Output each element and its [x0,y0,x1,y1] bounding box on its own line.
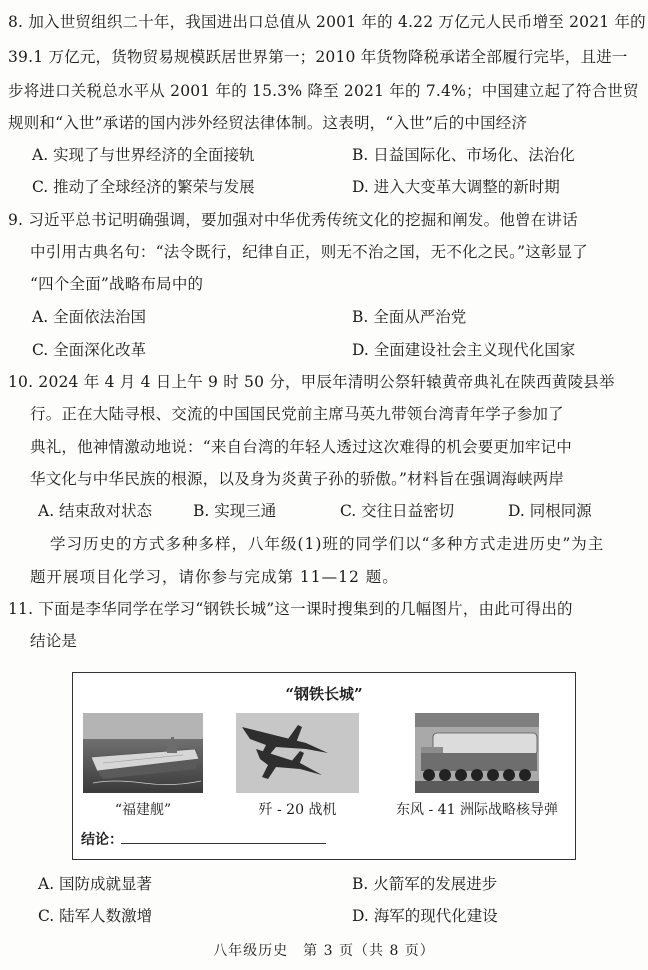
q8-stem-line-4: 规则和“入世”承诺的国内涉外经贸法律体制。这表明，“入世”后的中国经济 [8,114,528,132]
caption-fujian-carrier: “福建舰” [114,802,172,818]
q9-option-d[interactable]: D. 全面建设社会主义现代化国家 [352,341,576,359]
steel-great-wall-figure [72,672,576,860]
q11-stem-line-1: 11. 下面是李华同学在学习“钢铁长城”这一课时搜集到的几幅图片，由此可得出的 [8,600,573,618]
q10-stem-line-4: 华文化与中华民族的根源，以及身为炎黄子孙的骄傲。”材料旨在强调海峡两岸 [30,470,565,488]
q8-option-a[interactable]: A. 实现了与世界经济的全面接轨 [32,146,255,164]
q9-option-a[interactable]: A. 全面依法治国 [32,308,147,326]
page-footer: 八年级历史 第 3 页（共 8 页） [213,943,435,959]
q9-option-c[interactable]: C. 全面深化改革 [32,341,147,359]
caption-j20-fighter: 歼 - 20 战机 [258,802,337,818]
q10-stem-line-1: 10. 2024 年 4 月 4 日上午 9 时 50 分，甲辰年清明公祭轩辕黄帝典礼在陕西黄陵县举 [8,373,615,391]
j20-fighter-photo [236,713,359,793]
q11-option-a[interactable]: A. 国防成就显著 [38,875,153,893]
q11-option-d[interactable]: D. 海军的现代化建设 [352,907,498,925]
df41-missile-photo [415,713,539,793]
q9-stem-line-1: 9. 习近平总书记明确强调，要加强对中华优秀传统文化的挖掘和阐发。他曾在讲话 [8,211,578,229]
figure-title: “钢铁长城” [285,685,363,703]
q11-option-b[interactable]: B. 火箭军的发展进步 [352,875,498,893]
conclusion-answer-line[interactable] [121,843,326,844]
q10-stem-line-2: 行。正在大陆寻根、交流的中国国民党前主席马英九带领台湾青年学子参加了 [30,405,564,423]
q10-stem-line-3: 典礼，他神情激动地说：“来自台湾的年轻人透过这次难得的机会要更加牢记中 [30,438,572,456]
q8-stem-line-3: 步将进口关税总水平从 2001 年的 15.3% 降至 2021 年的 7.4%；中国建立起了符合世贸 [8,82,639,100]
conclusion-label: 结论： [81,832,123,848]
q10-option-a[interactable]: A. 结束敌对状态 [38,502,153,520]
q10-option-d[interactable]: D. 同根同源 [508,502,592,520]
q9-stem-line-2: 中引用古典名句：“法令既行，纪律自正，则无不治之国，无不化之民。”这彰显了 [30,243,589,261]
q9-option-b[interactable]: B. 全面从严治党 [352,308,467,326]
aircraft-carrier-photo [83,713,203,793]
intro-line-2: 题开展项目化学习，请你参与完成第 11—12 题。 [30,568,399,586]
q10-option-b[interactable]: B. 实现三通 [193,502,277,520]
q8-option-d[interactable]: D. 进入大变革大调整的新时期 [352,178,560,196]
q8-stem-line-2: 39.1 万亿元，货物贸易规模跃居世界第一；2010 年货物降税承诺全部履行完毕，且进一 [8,48,628,66]
q9-stem-line-3: “四个全面”战略布局中的 [30,275,204,293]
caption-df41-missile: 东风 - 41 洲际战略核导弹 [396,802,558,818]
intro-line-1: 学习历史的方式多种多样，八年级(1)班的同学们以“多种方式走进历史”为主 [50,535,605,553]
q8-stem-line-1: 8. 加入世贸组织二十年，我国进出口总值从 2001 年的 4.22 万亿元人民币增至 2021 年的 [8,13,646,31]
q8-option-c[interactable]: C. 推动了全球经济的繁荣与发展 [32,178,255,196]
q10-option-c[interactable]: C. 交往日益密切 [340,502,455,520]
q11-stem-line-2: 结论是 [30,632,78,650]
q8-option-b[interactable]: B. 日益国际化、市场化、法治化 [352,146,575,164]
q11-option-c[interactable]: C. 陆军人数激增 [38,907,153,925]
